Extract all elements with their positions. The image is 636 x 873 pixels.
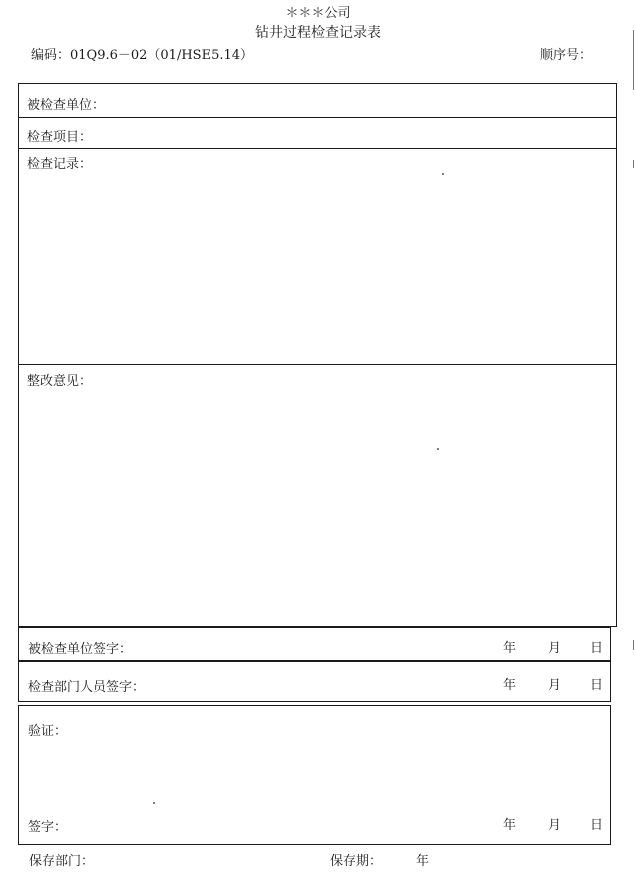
- storage-department-label: 保存部门：: [29, 854, 95, 869]
- month-label: 月: [548, 818, 562, 833]
- storage-period-label: 保存期：: [330, 854, 383, 869]
- company-name: ＊＊＊公司: [285, 6, 351, 21]
- scan-speck: [153, 802, 155, 804]
- month-label: 月: [548, 678, 562, 693]
- inspected-unit-signature-row: [18, 627, 611, 661]
- scan-speck: [437, 448, 439, 450]
- day-label: 日: [590, 641, 604, 656]
- inspector-signature-row: [18, 661, 611, 702]
- scan-edge-mark: [633, 640, 634, 650]
- scan-edge-mark: [633, 160, 634, 168]
- inspector-signature-label: 检查部门人员签字：: [28, 680, 146, 695]
- scan-speck: [442, 173, 444, 175]
- sequence-number-label: 顺序号：: [540, 48, 593, 63]
- inspected-unit-label: 被检查单位：: [27, 98, 106, 113]
- verification-label: 验证：: [28, 724, 68, 739]
- form-code: 编码：01Q9.6－02（01/HSE5.14）: [31, 48, 254, 63]
- storage-period-year: 年: [416, 854, 430, 869]
- inspection-item-label: 检查项目：: [27, 130, 93, 145]
- form-title: 钻井过程检查记录表: [255, 25, 381, 41]
- row-divider: [19, 117, 616, 118]
- verification-section: [18, 705, 611, 845]
- scan-edge-mark: [633, 30, 634, 90]
- day-label: 日: [590, 678, 604, 693]
- day-label: 日: [590, 818, 604, 833]
- year-label: 年: [503, 818, 517, 833]
- rectification-opinion-label: 整改意见：: [27, 374, 93, 389]
- inspection-table: [18, 83, 617, 627]
- signature-label: 签字：: [28, 820, 68, 835]
- row-divider: [19, 364, 616, 365]
- inspected-unit-signature-label: 被检查单位签字：: [28, 642, 133, 657]
- inspection-record-label: 检查记录：: [27, 157, 93, 172]
- year-label: 年: [503, 641, 517, 656]
- year-label: 年: [503, 678, 517, 693]
- row-divider: [19, 148, 616, 149]
- month-label: 月: [548, 641, 562, 656]
